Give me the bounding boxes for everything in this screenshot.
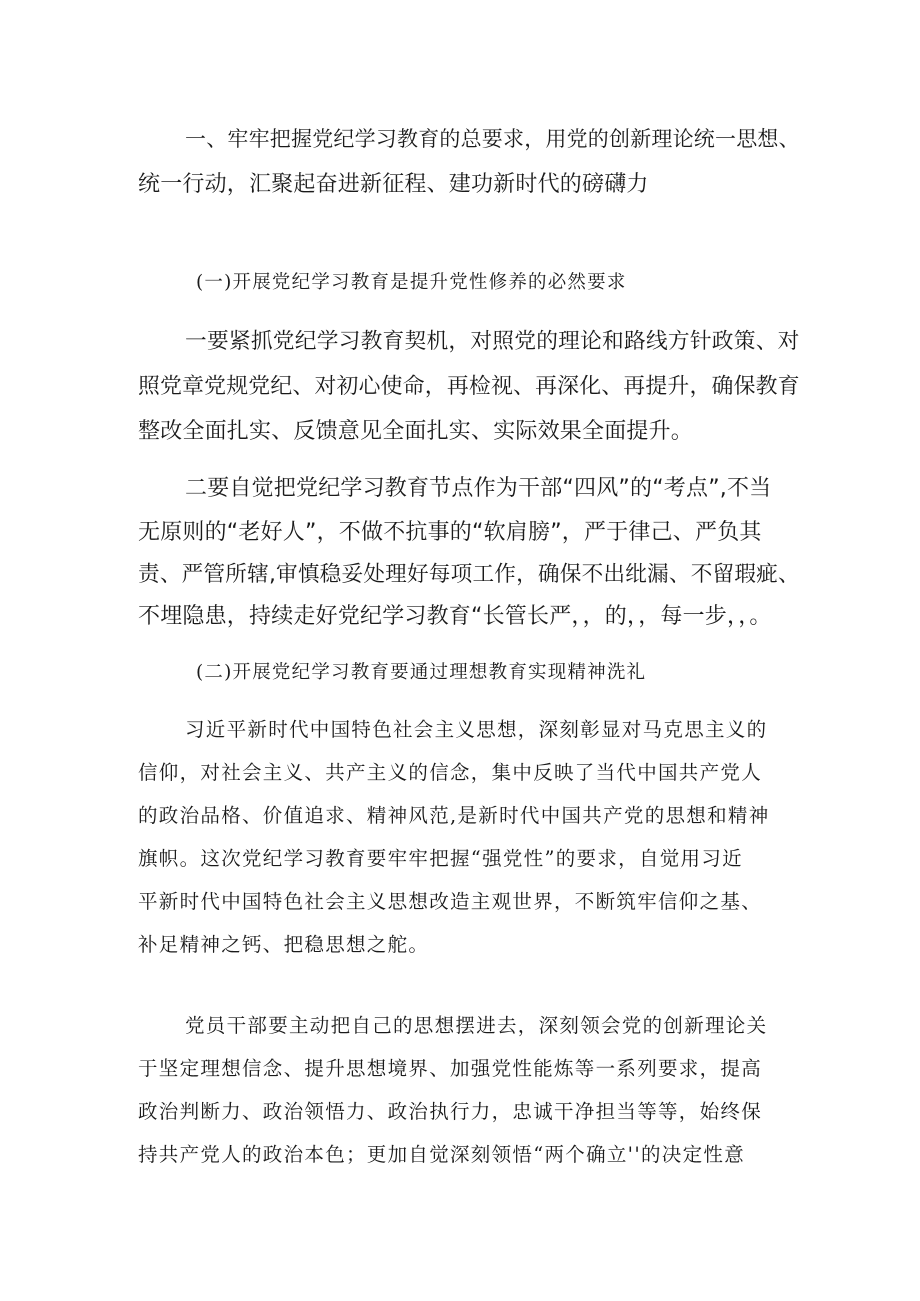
- para3-line-5: 平新时代中国特色社会主义思想改造主观世界，不断筑牢信仰之基、: [138, 890, 763, 913]
- para2-line-4: 不埋隐患，持续走好党纪学习教育“长管长严，，的，，每一步，，。: [138, 604, 772, 629]
- para2-line-1: 二要自觉把党纪学习教育节点作为干部“四风”的“考点”,不当: [185, 476, 772, 501]
- para2-line-2: 无原则的“老好人”，不做不抗事的“软肩膀”，严于律己、严负其: [138, 520, 762, 545]
- para4-line-3: 政治判断力、政治领悟力、政治执行力，忠诚干净担当等等，始终保: [138, 1100, 763, 1123]
- para3-line-1: 习近平新时代中国特色社会主义思想，深刻彰显对马克思主义的: [185, 718, 768, 741]
- para4-line-4: 持共产党人的政治本色；更加自觉深刻领悟“两个确立''的决定性意: [138, 1143, 745, 1166]
- para4-line-1: 党员干部要主动把自己的思想摆进去，深刻领会党的创新理论关: [185, 1014, 768, 1037]
- para1-line-2: 照党章党规党纪、对初心使命，再检视、再深化、再提升，确保教育: [138, 374, 800, 399]
- para1-line-3: 整改全面扎实、反馈意见全面扎实、实际效果全面提升。: [138, 419, 694, 444]
- para4-line-2: 于坚定理想信念、提升思想境界、加强党性能炼等一系列要求，提高: [138, 1057, 763, 1080]
- heading-line-1: 一、牢牢把握党纪学习教育的总要求，用党的创新理论统一思想、: [185, 126, 800, 151]
- subheading-1: (一)开展党纪学习教育是提升党性修养的必然要求: [196, 272, 627, 293]
- subheading-2: (二)开展党纪学习教育要通过理想教育实现精神洗礼: [196, 662, 647, 683]
- para3-line-3: 的政治品格、价值追求、精神风范,是新时代中国共产党的思想和精神: [138, 804, 770, 827]
- para3-line-6: 补足精神之钙、把稳思想之舵。: [138, 933, 430, 956]
- para3-line-4: 旗帜。这次党纪学习教育要牢牢把握“强党性”的要求，自觉用习近: [138, 847, 743, 870]
- para3-line-2: 信仰，对社会主义、共产主义的信念，集中反映了当代中国共产党人: [138, 761, 763, 784]
- para1-line-1: 一要紧抓党纪学习教育契机，对照党的理论和路线方针政策、对: [185, 329, 800, 354]
- heading-line-2: 统一行动，汇聚起奋进新征程、建功新时代的磅礴力: [138, 172, 649, 197]
- para2-line-3: 责、严管所辖,审慎稳妥处理好每项工作，确保不出纰漏、不留瑕疵、: [138, 562, 800, 587]
